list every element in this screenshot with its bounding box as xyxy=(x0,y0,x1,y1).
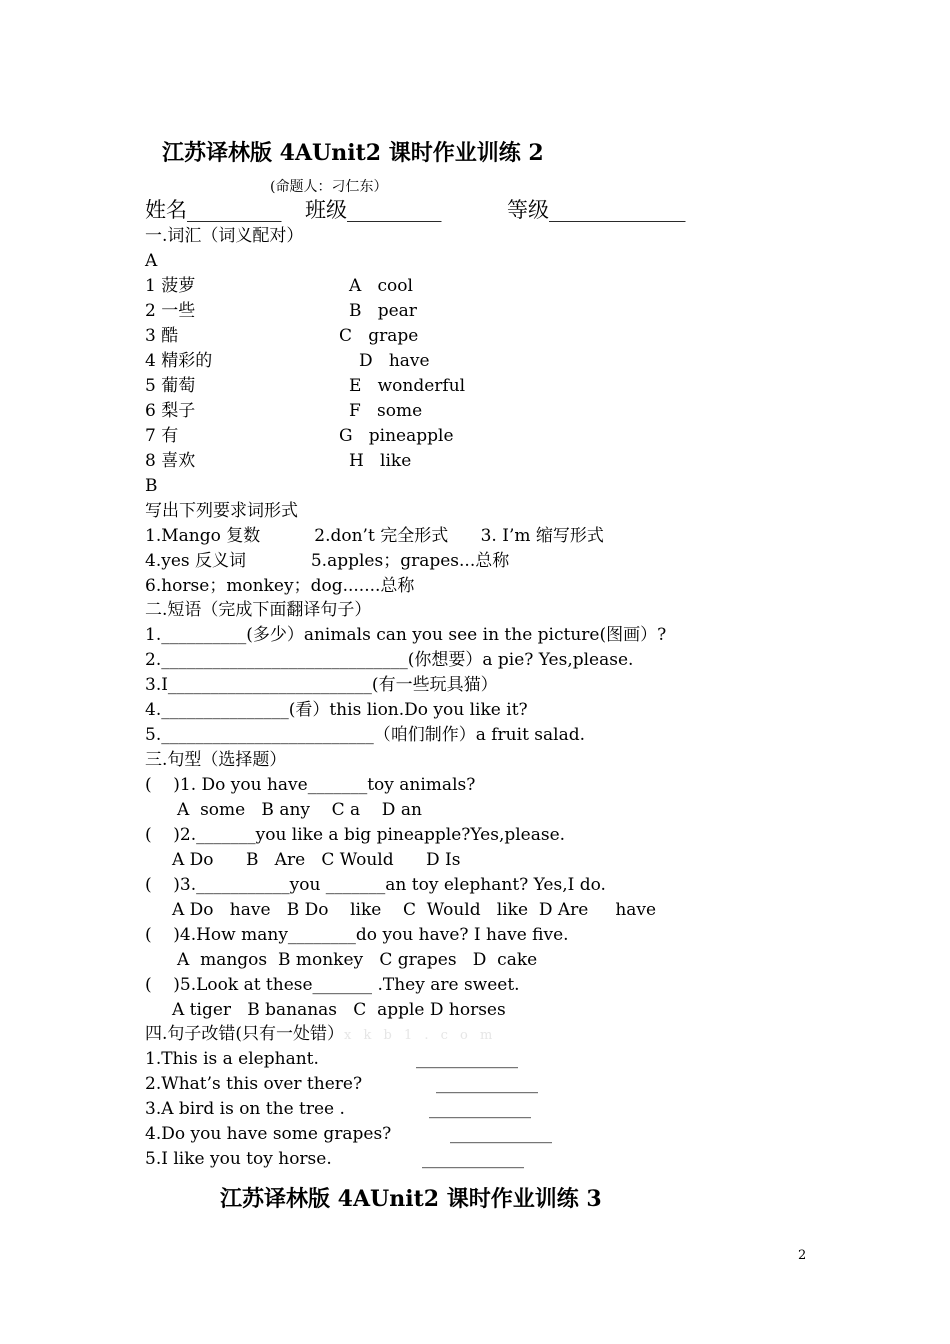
match-left-item: 2 一些 xyxy=(145,301,196,321)
correction-sentence: 5.I like you toy horse. xyxy=(145,1149,332,1169)
section4-heading-text: 四.句子改错(只有一处错） xyxy=(145,1024,345,1044)
correction-sentence: 3.A bird is on the tree . xyxy=(145,1099,345,1119)
mc-options: A some B any C a D an xyxy=(177,800,422,820)
match-left-item: 5 葡萄 xyxy=(145,376,196,396)
mc-options: A mangos B monkey C grapes D cake xyxy=(177,950,538,970)
translation-line: 4._______________(看）this lion.Do you like it? xyxy=(145,700,528,720)
section3-heading: 三.句型（选择题） xyxy=(145,750,287,770)
word-form-line: 1.Mango 复数 2.don’t 完全形式 3. I’m 缩写形式 xyxy=(145,526,604,546)
correction-blank: ____________ xyxy=(422,1149,524,1169)
correction-blank: ____________ xyxy=(436,1074,538,1094)
part-b-label: B xyxy=(145,476,158,496)
grade-field: 等级_____________ xyxy=(507,198,686,222)
match-left-item: 3 酷 xyxy=(145,326,179,346)
section1-heading: 一.词汇（词义配对） xyxy=(145,226,304,246)
match-right-item: B pear xyxy=(349,301,417,321)
match-right-item: A cool xyxy=(349,276,413,296)
mc-question: ( )4.How many________do you have? I have five. xyxy=(145,925,569,945)
translation-line: 5._________________________（咱们制作）a fruit salad. xyxy=(145,725,586,745)
mc-question: ( )2._______you like a big pineapple?Yes,please. xyxy=(145,825,566,845)
page-title: 江苏译林版 4AUnit2 课时作业训练 2 xyxy=(162,140,544,166)
word-form-line: 4.yes 反义词 5.apples；grapes...总称 xyxy=(145,551,510,571)
match-left-item: 4 精彩的 xyxy=(145,351,213,371)
watermark-text: x k b 1 . c o m xyxy=(344,1028,497,1043)
next-section-title: 江苏译林版 4AUnit2 课时作业训练 3 xyxy=(220,1186,602,1212)
correction-blank: ____________ xyxy=(416,1049,518,1069)
name-field: 姓名_________ xyxy=(145,198,282,222)
match-right-item: H like xyxy=(349,451,412,471)
translation-line: 1.__________(多少）animals can you see in the picture(图画）? xyxy=(145,625,667,645)
correction-sentence: 2.What’s this over there? xyxy=(145,1074,363,1094)
match-left-item: 1 菠萝 xyxy=(145,276,196,296)
mc-options: A tiger B bananas C apple D horses xyxy=(172,1000,506,1020)
match-right-item: E wonderful xyxy=(349,376,466,396)
correction-blank: ____________ xyxy=(450,1124,552,1144)
part-a-label: A xyxy=(145,251,158,271)
match-left-item: 8 喜欢 xyxy=(145,451,196,471)
correction-sentence: 4.Do you have some grapes? xyxy=(145,1124,392,1144)
translation-line: 3.I________________________(有一些玩具猫） xyxy=(145,675,498,695)
mc-question: ( )3.___________you _______an toy elephant? Yes,I do. xyxy=(145,875,606,895)
section2-heading: 二.短语（完成下面翻译句子） xyxy=(145,600,372,620)
match-right-item: G pineapple xyxy=(339,426,454,446)
mc-options: A Do have B Do like C Would like D Are have xyxy=(172,900,657,920)
class-field: 班级_________ xyxy=(305,198,442,222)
match-right-item: C grape xyxy=(339,326,419,346)
translation-line: 2._____________________________(你想要）a pie? Yes,please. xyxy=(145,650,634,670)
page-number: 2 xyxy=(798,1248,807,1263)
mc-question: ( )5.Look at these_______ .They are sweet. xyxy=(145,975,520,995)
match-left-item: 6 梨子 xyxy=(145,401,196,421)
author-line: (命题人：刁仁东） xyxy=(270,179,388,195)
match-right-item: D have xyxy=(359,351,430,371)
match-left-item: 7 有 xyxy=(145,426,179,446)
section4-heading xyxy=(145,1024,496,1046)
part-b-instruction: 写出下列要求词形式 xyxy=(145,501,298,521)
mc-options: A Do B Are C Would D Is xyxy=(172,850,461,870)
match-right-item: F some xyxy=(349,401,423,421)
correction-sentence: 1.This is a elephant. xyxy=(145,1049,319,1069)
mc-question: ( )1. Do you have_______toy animals? xyxy=(145,775,476,795)
word-form-line: 6.horse；monkey；dog.......总称 xyxy=(145,576,415,596)
correction-blank: ____________ xyxy=(429,1099,531,1119)
